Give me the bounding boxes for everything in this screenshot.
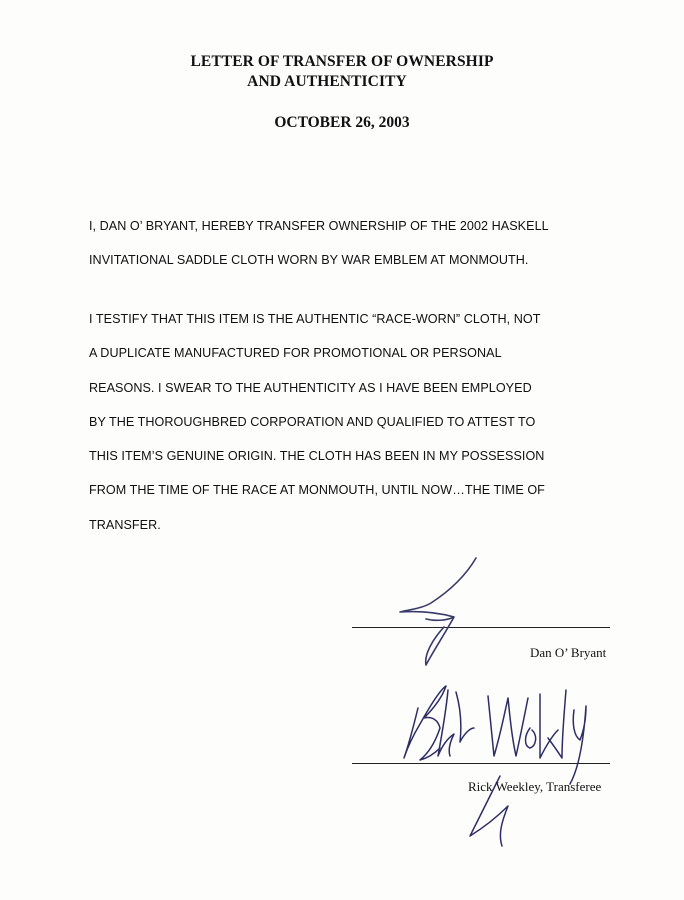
paragraph-line: I TESTIFY THAT THIS ITEM IS THE AUTHENTIC “RACE-WORN” CLOTH, NOT bbox=[89, 312, 541, 326]
title-line-2: AND AUTHENTICITY bbox=[247, 73, 407, 90]
signature-seller bbox=[396, 555, 496, 670]
paragraph-line: BY THE THOROUGHBRED CORPORATION AND QUALIFIED TO ATTEST TO bbox=[89, 414, 536, 429]
paragraph-line: REASONS. I SWEAR TO THE AUTHENTICITY AS I HAVE BEEN EMPLOYED bbox=[89, 380, 532, 395]
paragraph-line: A DUPLICATE MANUFACTURED FOR PROMOTIONAL OR PERSONAL bbox=[89, 346, 502, 361]
signature-transferee bbox=[390, 676, 590, 856]
signer-name-seller: Dan O’ Bryant bbox=[530, 645, 607, 660]
letter-date: OCTOBER 26, 2003 bbox=[274, 114, 410, 131]
paragraph-line: FROM THE TIME OF THE RACE AT MONMOUTH, UNTIL NOW…THE TIME OF bbox=[89, 483, 545, 498]
letter-title bbox=[0, 52, 684, 92]
paragraph-line: INVITATIONAL SADDLE CLOTH WORN BY WAR EMBLEM AT MONMOUTH. bbox=[89, 253, 529, 268]
signature-line-transferee bbox=[352, 763, 610, 764]
signer-name-transferee: Rick Weekley, Transferee bbox=[468, 779, 602, 794]
transfer-paragraph bbox=[89, 209, 619, 278]
paragraph-line: I, DAN O’ BRYANT, HEREBY TRANSFER OWNERSHIP OF THE 2002 HASKELL bbox=[89, 219, 549, 233]
title-line-1: LETTER OF TRANSFER OF OWNERSHIP bbox=[190, 53, 494, 70]
paragraph-line: THIS ITEM’S GENUINE ORIGIN. THE CLOTH HAS BEEN IN MY POSSESSION bbox=[89, 449, 545, 464]
testimony-paragraph bbox=[89, 302, 619, 542]
paragraph-line: TRANSFER. bbox=[89, 517, 161, 532]
signature-line-seller bbox=[352, 627, 610, 628]
